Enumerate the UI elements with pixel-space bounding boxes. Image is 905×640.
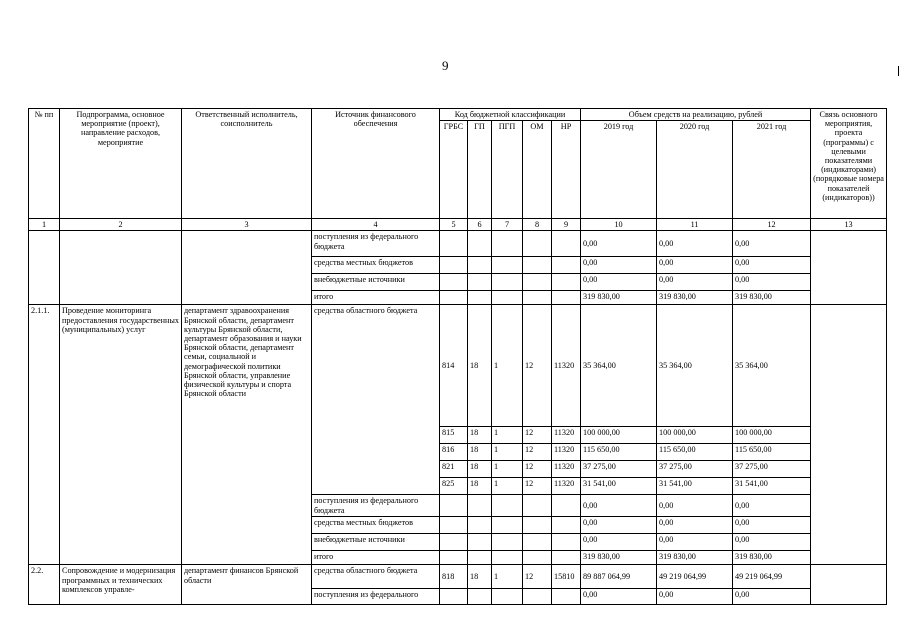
responsible-cell (182, 231, 312, 305)
om-cell: 12 (523, 427, 552, 444)
num-cell: 2.1.1. (29, 305, 60, 565)
gp-cell: 18 (468, 427, 492, 444)
header-subprogram: Подпрограмма, основное мероприятие (проект), направление расходов, мероприятие (60, 109, 182, 219)
link-cell (811, 565, 887, 605)
value-2019: 0,00 (581, 589, 657, 605)
value-2021: 0,00 (733, 517, 811, 534)
value-2019: 35 364,00 (581, 305, 657, 427)
column-number: 4 (312, 219, 440, 231)
nr-cell: 11320 (552, 427, 581, 444)
header-link: Связь основного мероприятия, проекта (программы) с целевыми показателями (индикаторами) (порядковые номера показателей (индикаторов)) (811, 109, 887, 219)
source-cell-total: итого (312, 291, 440, 305)
grbs-cell: 825 (440, 478, 468, 495)
subprogram-cell (60, 231, 182, 305)
table-row (29, 305, 887, 427)
column-number: 7 (492, 219, 523, 231)
value-2020: 115 650,00 (657, 444, 733, 461)
budget-table (28, 108, 887, 605)
source-cell: поступления из федерального бюджета (312, 231, 440, 257)
source-cell: средства местных бюджетов (312, 257, 440, 274)
om-cell: 12 (523, 565, 552, 589)
column-number-row (29, 219, 887, 231)
nr-cell: 15810 (552, 565, 581, 589)
column-number: 3 (182, 219, 312, 231)
total-2020: 319 830,00 (657, 551, 733, 565)
total-2020: 319 830,00 (657, 291, 733, 305)
value-2020: 0,00 (657, 231, 733, 257)
header-row (29, 109, 887, 121)
responsible-cell: департамент здравоохранения Брянской области, департамент культуры Брянской области, департамент образования и науки Брянской области, департамент семьи, социальной и демографической политики Брянской области, управление физической культуры и спорта Брянской области (182, 305, 312, 565)
value-2020: 0,00 (657, 589, 733, 605)
gp-cell: 18 (468, 305, 492, 427)
grbs-cell: 821 (440, 461, 468, 478)
value-2019: 115 650,00 (581, 444, 657, 461)
header-pgp: ПГП (492, 121, 523, 219)
table-row (29, 231, 887, 257)
column-number: 9 (552, 219, 581, 231)
om-cell: 12 (523, 478, 552, 495)
column-number: 11 (657, 219, 733, 231)
value-2021: 31 541,00 (733, 478, 811, 495)
subprogram-cell: Сопровождение и модернизация программных и технических комплексов управле- (60, 565, 182, 605)
table-row (29, 565, 887, 589)
nr-cell: 11320 (552, 444, 581, 461)
om-cell: 12 (523, 305, 552, 427)
value-2019: 0,00 (581, 517, 657, 534)
pgp-cell: 1 (492, 427, 523, 444)
page-number: 9 (442, 58, 449, 73)
column-number: 2 (60, 219, 182, 231)
value-2020: 37 275,00 (657, 461, 733, 478)
value-2021: 0,00 (733, 495, 811, 517)
column-number: 8 (523, 219, 552, 231)
source-cell: средства областного бюджета (312, 305, 440, 495)
nr-cell: 11320 (552, 478, 581, 495)
value-2021: 37 275,00 (733, 461, 811, 478)
value-2021: 35 364,00 (733, 305, 811, 427)
gp-cell: 18 (468, 478, 492, 495)
total-2021: 319 830,00 (733, 291, 811, 305)
header-om: ОМ (523, 121, 552, 219)
value-2019: 100 000,00 (581, 427, 657, 444)
source-cell: средства областного бюджета (312, 565, 440, 589)
om-cell: 12 (523, 444, 552, 461)
total-2019: 319 830,00 (581, 551, 657, 565)
grbs-cell: 818 (440, 565, 468, 589)
header-source: Источник финансового обеспечения (312, 109, 440, 219)
header-year-2019: 2019 год (581, 121, 657, 219)
value-2020: 0,00 (657, 495, 733, 517)
value-2019: 0,00 (581, 534, 657, 551)
source-cell: поступления из федерального бюджета (312, 495, 440, 517)
value-2020: 35 364,00 (657, 305, 733, 427)
om-cell: 12 (523, 461, 552, 478)
value-2021: 0,00 (733, 589, 811, 605)
pgp-cell: 1 (492, 461, 523, 478)
pgp-cell: 1 (492, 444, 523, 461)
value-2019: 31 541,00 (581, 478, 657, 495)
value-2020: 0,00 (657, 517, 733, 534)
grbs-cell: 815 (440, 427, 468, 444)
link-cell (811, 231, 887, 305)
value-2019: 89 887 064,99 (581, 565, 657, 589)
num-cell (29, 231, 60, 305)
value-2020: 0,00 (657, 274, 733, 291)
source-cell: поступления из федерального (312, 589, 440, 605)
gp-cell: 18 (468, 444, 492, 461)
pgp-cell: 1 (492, 565, 523, 589)
value-2021: 0,00 (733, 231, 811, 257)
header-year-2021: 2021 год (733, 121, 811, 219)
nr-cell: 11320 (552, 305, 581, 427)
grbs-cell: 814 (440, 305, 468, 427)
num-cell: 2.2. (29, 565, 60, 605)
value-2021: 115 650,00 (733, 444, 811, 461)
value-2019: 0,00 (581, 274, 657, 291)
value-2019: 37 275,00 (581, 461, 657, 478)
value-2019: 0,00 (581, 231, 657, 257)
column-number: 1 (29, 219, 60, 231)
value-2020: 0,00 (657, 257, 733, 274)
gp-cell: 18 (468, 565, 492, 589)
value-2021: 49 219 064,99 (733, 565, 811, 589)
value-2020: 100 000,00 (657, 427, 733, 444)
column-number: 6 (468, 219, 492, 231)
header-num: № пп (29, 109, 60, 219)
gp-cell: 18 (468, 461, 492, 478)
header-volume-group: Объем средств на реализацию, рублей (581, 109, 811, 121)
responsible-cell: департамент финансов Брянской области (182, 565, 312, 605)
edge-mark (898, 66, 899, 76)
total-2019: 319 830,00 (581, 291, 657, 305)
value-2020: 49 219 064,99 (657, 565, 733, 589)
column-number: 10 (581, 219, 657, 231)
column-number: 13 (811, 219, 887, 231)
value-2020: 31 541,00 (657, 478, 733, 495)
value-2020: 0,00 (657, 534, 733, 551)
total-2021: 319 830,00 (733, 551, 811, 565)
value-2021: 0,00 (733, 534, 811, 551)
source-cell: средства местных бюджетов (312, 517, 440, 534)
subprogram-cell: Проведение мониторинга предоставления государственных (муниципальных) услуг (60, 305, 182, 565)
header-nr: НР (552, 121, 581, 219)
column-number: 5 (440, 219, 468, 231)
header-gp: ГП (468, 121, 492, 219)
link-cell (811, 305, 887, 565)
pgp-cell: 1 (492, 478, 523, 495)
header-code-group: Код бюджетной классификации (440, 109, 581, 121)
header-responsible: Ответственный исполнитель, соисполнитель (182, 109, 312, 219)
source-cell-total: итого (312, 551, 440, 565)
value-2021: 0,00 (733, 274, 811, 291)
header-grbs: ГРБС (440, 121, 468, 219)
value-2021: 0,00 (733, 257, 811, 274)
header-year-2020: 2020 год (657, 121, 733, 219)
pgp-cell: 1 (492, 305, 523, 427)
nr-cell: 11320 (552, 461, 581, 478)
value-2021: 100 000,00 (733, 427, 811, 444)
source-cell: внебюджетные источники (312, 534, 440, 551)
value-2019: 0,00 (581, 257, 657, 274)
value-2019: 0,00 (581, 495, 657, 517)
grbs-cell: 816 (440, 444, 468, 461)
column-number: 12 (733, 219, 811, 231)
source-cell: внебюджетные источники (312, 274, 440, 291)
